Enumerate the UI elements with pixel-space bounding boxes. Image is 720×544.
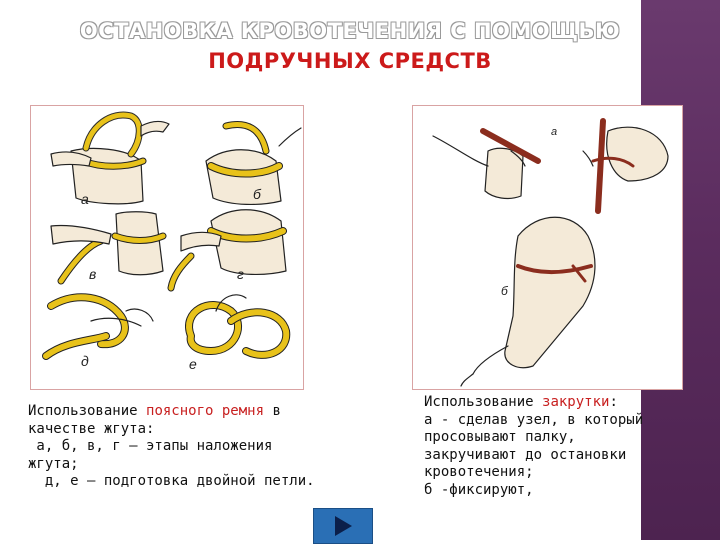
title-line-2: ПОДРУЧНЫХ СРЕДСТВ (208, 49, 492, 73)
windlass-figure (412, 105, 683, 390)
right-caption-accent: закрутки (542, 394, 610, 410)
belt-tourniquet-illustration (31, 106, 303, 389)
play-button[interactable] (313, 508, 373, 544)
right-caption-line4: закручивают до остановки (424, 446, 627, 463)
right-caption-line5: кровотечения; (424, 464, 534, 480)
left-caption-line2: качестве жгута: (28, 420, 155, 437)
right-caption-line3: просовывают палку, (424, 429, 576, 445)
left-caption-line1-pre: Использование (28, 403, 147, 419)
left-caption-line1-post: в (264, 403, 281, 419)
belt-tourniquet-figure (30, 105, 304, 390)
title-line-1: ОСТАНОВКА КРОВОТЕЧЕНИЯ С ПОМОЩЬЮ (79, 19, 621, 43)
left-caption-line4: жгута; (28, 455, 79, 472)
play-icon (335, 516, 352, 536)
right-caption-line1-post: : (609, 394, 618, 410)
page-title (60, 16, 640, 76)
windlass-illustration (413, 106, 682, 389)
label-d: д (81, 353, 89, 369)
left-caption-line3: а, б, в, г – этапы наложения (28, 438, 273, 454)
label-v: в (89, 266, 97, 282)
label-g: г (237, 266, 244, 282)
label-b: б (253, 186, 261, 202)
right-caption-line6: б -фиксируют, (424, 481, 534, 498)
right-caption-line2: а - сделав узел, в который (424, 411, 644, 428)
left-caption-line5: д, е – подготовка двойной петли. (28, 473, 315, 489)
label-e: е (189, 356, 197, 372)
left-caption (28, 403, 315, 491)
label-right-a: а (551, 126, 558, 138)
label-right-b: б (501, 284, 508, 298)
right-caption (424, 394, 649, 499)
right-caption-line1-pre: Использование (424, 394, 543, 410)
left-caption-accent: поясного ремня (146, 403, 265, 419)
label-a: а (81, 191, 89, 207)
